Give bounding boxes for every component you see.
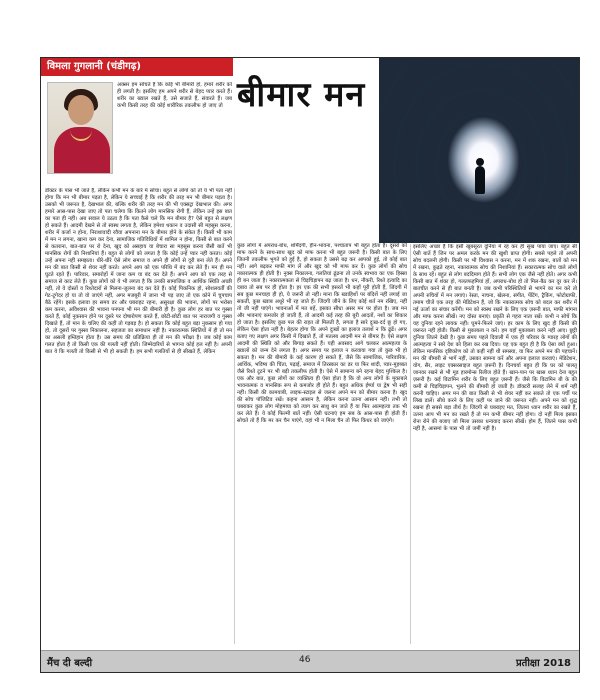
author-byline: विमला गुगलानी (चंडीगढ़) xyxy=(41,58,233,76)
footer-issue: प्रतीक्षा 2018 xyxy=(515,658,571,669)
column-2-body: कुछ लोगों में अपराध-बोध, शर्मिंदगी, हीन-भावना, पश्चाताप भी बहुत होता है। दूसरों को माफ करने के साथ-साथ खुद को माफ करना भी बहुत जरूरी है। किसी बात के लिए जितनी तकलीफ भुगते को हुई है, हो सकता है उससे बढ़ कर आपको हुई, तो कोई बात नहीं। आगे बढ़कर माफी मांग लें और खुद को भी माफ कर दें। कुछ लोगों की सोच नकारात्मक ही होती है। नुक्स निकालना, गलतियां ढूंढना तो उनके स्वभाव का एक हिस्सा ही बन जाता है। नकारात्मकता से चिड़चिड़ापन बढ़ जाता है। धन, नौकरी, रिश्ते इत्यादि का दबाव तो सब पर ही होता है। हर एक की सभी हसरतें भी कहाँ पूरी होती हैं, जिंदगी में सब कुछ मनचाहा ही हो, ये जरूरी तो नहीं। माना कि ख्वाहिशों पर बंदिशें नहीं लगाई जा सकतीं, कुछ ख्वाब अधूरे भी रह जाते हैं। जिंदगी जीने के लिए कोई शर्त नम रखिए, नहीं तो जी नहीं पाएंगे। भावनाओं में मत बहें, इसका सीधा असर मन पर होता है। जब मन और भावनाएं कमजोर हो जाती हैं, तो आदमी कई तरह की बुरी आदतों, नशों का शिकार हो जाता है। इसलिए कुछ पल की राहत तो मिलती है, लगता है सारे दुःख-दर्द छू हो गए, लेकिन ऐसा होता नहीं है। बेहतर होगा कि अपने दुःखों का इलाज तलाशें न कि ढूंढें। अगर बताए गए लक्षण अगर किसी में दिखाते हैं, तो मतलब आदमी मन से बीमार है। ऐसे लक्षण आदमी की स्थिति को और बिगाड़ सकते हैं। यही अवसाद आगे चलकर आत्महत्या के ख्यालों को जन्म देने लगता है। अगर समय पर इलाज न करवाया गया तो कुछ भी हो सकता है। मन की बीमारी के कई कारण हो सकते हैं, जैसे कि सामाजिक, पारिवारिक, आर्थिक, भविष्य की चिंता, पढ़ाई, समाज में तिरस्कार का डर या फिर शादी, प्यार-मुहब्बत जैसे रिश्ते टूटने पर भी बड़ी तकलीफ होती है। ऐसे में सामान्य बने रहना बेहद मुश्किल है। एक और बात, कुछ लोगों का व्यक्तित्व ही ऐसा होता है कि वो अन्य लोगों के मुकाबले भावनात्मक व मानसिक रूप से कमजोर ही होते हैं। बहुत अधिक ईर्ष्या या द्वेष भी सही नहीं। किसी की कामयाबी, लाइफ-स्टाइल से जलना अपने मन को बीमार करना है। खुद की सोच पॉजिटिव रखें। कहना आसान है, लेकिन करना उतना आसान नहीं। तभी तो घबराकर कुछ लोग मोहमाया को त्याग कर साधु बन जाते हैं या फिर आत्महत्या तक भी कर लेते हैं। ये कोई फिल्मी बातें नहीं। ऐसी घटनाएं हम सब के आस-पास ही होती हैं। सोचते तो हैं कि मर कर चैन पाएंगे, वहां भी न मिला चैन तो फिर किधर को जाएंगे। xyxy=(237,243,407,424)
author-photo-face xyxy=(68,95,94,125)
author-photo xyxy=(47,82,113,174)
column-1-intro: अक्सर हम सोचते हैं कि कोई भी बीमारी हो, हमारे शरीर को ही लगती है। इसलिए हम अपने शरीर से बेहद प्यार करते हैं। शरीर का ख्याल रखते हैं, उसे सजाते हैं, संवारते हैं। जब कभी किसी तरह की कोई शारीरिक तकलीफ हो जाए तो xyxy=(117,82,232,109)
column-divider xyxy=(410,244,411,644)
column-3-body: इसलिए अच्छा है कि इसी खूबसूरत दुनिया में रह कर ही सुख पाया जाए। बहुत सी ऐसी बातें हैं जिन पर अमल करके मन की खुशी प्राप्त होगी। सबसे पहले तो अपनी सोच बदलनी होगी। किसी पर भी विश्वास न करना, मन में शक रखना, बातों को मन में रखना, कुढ़ते रहना, नकारात्मक सोच की निशानियां हैं। सकारात्मक सोच वाले लोगों के साथ रहें। बहुत से लोग बददिमाग होते हैं। सभी लोग एक जैसे नहीं होते। अगर कभी किसी बात में शंका हो, गलतफहमियां हों, अपराध-बोध हो तो मिल-बैठ कर दूर कर लें। बातचीत करने से ही बात बनती है। जब कभी परिस्थितियों से भागने का मन करे तो अपनी रुचियों में मन लगाएं। रेस्ता, नाचना, खेलना, संगीत, पेंटिंग, ट्रैकिंग, फोटोग्राफी, तमाम चीजें एक तरह की मेडिटेशन हैं, जो कि नकारात्मक सोच को बदल कर शरीर में नई ऊर्जा का संचार करेंगी। मन को स्वस्थ रखने के लिए एक ज़रूरी बात, माफी मांगना और माफ करना सीखें। नए दोस्त बनाएं। प्रकृति से गहरा नाता रखें। कभी न सोचें कि यह दुनिया रहने लायक नहीं। घूमने-फिरने जाएं। हर काम के लिए खुद ही किसी की जरूरत नहीं होती। किसी से मुकाबला न करें। हम यहाँ मुकाबला करने नहीं आए। छुट्टी दुनिया जितने देखी है। कुछ समय पहले दिवाली में एक ही परिवार के ग्यारह लोगों की आत्महत्या ने सारे देश को हिला कर रख दिया। यह एक बहुत ही है कि ऐसा क्यों हुआ। लेकिन मानसिक दृष्टिकोण को तो कहीं नहीं थी समस्या, या फिर अपने मन की पहचानें। मन की बीमारी से भागें नहीं, उसका सामना करें और अपना इलाज करवाएं। मेडिटेशन, योग, सैर, लाइट एक्सरसाइज बहुत ज़रूरी है। दिनचर्या बहुत ही कि घर को पालतू जानवर रखने से भी मूड हारमोन्स रिलीज होते हैं। खान-पान पर खास ध्यान देना बहुत ज़रूरी है। कई विटामिन शरीर के लिए बहुत ज़रूरी हैं। जैसे कि विटामिन बी के की कमी से चिड़चिड़ापन, भुलने की बीमारी हो जाती है। डॉक्टरी सलाह लेने में शर्म नहीं करनी चाहिए। अगर मन की बात किसी से भी शेयर नहीं कर सकते तो एक पर्ची पर लिख डालें। सीधे करने के लिए कहीं पर जाने की जरूरत नहीं। अपने मन को शुद्ध रखना ही सबसे बड़ा तीर्थ है। जिंदगी से घबराइए मत, जितना ध्यान शरीर का रखते हैं, उतना आप भी मन का रखते हैं तो मन कभी बीमार नहीं होगा। दो नहीं मिला इसका रोना रोने की बजाए जो मिला उसका धन्यवाद करना सीखें। होम हैं, जितने पास कभी नहीं है, आसमां के पास भी तो जमीं नहीं है। xyxy=(413,244,577,432)
footer-magazine-name: मैंच दी बल्दी xyxy=(47,658,93,669)
column-1-body: डॉक्टर के पास भी जाते हैं, लेकिन कभी मन के बारे में सोचा। बहुत से लोगों को तो ये भी पता नहीं होगा कि मन भी बीमार पड़ता है, लेकिन ये सच्चाई है कि शरीर की तरह मन भी बीमार पड़ता है। उसको भी जरूरत है, देखभाल की, बल्कि शरीर की तरह मन की भी एक्सट्रा देखभाल की। अगर हमारे आस-पास देखा जाए तो पता चलेगा कि कितने लोग मानसिक रोगी हैं, लेकिन उन्हें इस बात का पता ही नहीं। अब सवाल ये उठता है कि पता कैसे चले कि मन बीमार है? ऐसे बहुत से लक्षण हो सकते हैं। आदमी देखने से तो स्वस्थ लगता है, लेकिन हमेशा थकान व उदासी सी महसूस करना, शरीर में कर्जा न होना, निराशावादी रवैया अपनाना मन के बीमार होने के संकेत हैं। किसी भी काम में मन न लगना, खाना कम कर देना, सामाजिक गतिविधियों में शामिल न होना, किसी से बात करने से कतराना, बात-बात पर रो देना, खुद को असहाय या बेचारा सा महसूस करना जैसी बातें भी मानसिक रोगों की निशानियां हैं। बहुत से लोगों को लगता है कि कोई उन्हें प्यार नहीं करता। कोई उन्हें अपना नहीं समझता। धीरे-धीरे ऐसे लोग समाज व अपने ही लोगों से दूरी बना लेते हैं। अपने मन की बात किसी से शेयर नहीं करते। अपने आप को एक परिधि में बंद कर लेते हैं। मन ही मन घुटते रहते हैं। पारिवार, समारोहों में जाना कम या बंद कर देते हैं। अपने आप को एक तरह से समाज से काट लेते हैं। कुछ लोगों को ये भी लगता है कि उनकी सामाजिक व आर्थिक स्थिति अच्छी नहीं, तो वे दोस्तों व रिश्तेदारों से मिलना-जुलना बंद कर देते हैं। कोई पिकनिक हो, सोशलवर्ती की गेट-टूगेदर हो या तो वो जाएंगे नहीं, अगर मजबूरी में जाना भी पड़ जाए तो एक कोने में चुपचाप बैठे रहेंगे। इसके इलावा हर समय डर और घबराहट रहना, असुरक्षा की भावना, लोगों पर भरोसा कम करना, अविश्वास की भावना पनपना भी मन की बीमारी ही है। कुछ लोग हर बात पर गुस्सा करते हैं, कोई नुकसान होने पर दूसरे पर दोषारोपण करते हैं, छोटी-छोटी बात पर नाराजगी व गुस्सा दिखाते हैं, तो मान के चलिए की कहीं तो गड़बड़ है। हो सकता कि कोई बहुत बड़ा नुकसान हो गया हो, तो दूसरों पर गुस्सा निकालना, सहजता का समाधान नहीं है। नकारात्मक स्थितियों में ही तो मन का असली इम्तिहान होता है। उस समय की प्रतिक्रिया ही तो मन की परीक्षा है। जब कोई काम गलत होता है तो किसी एक की गलती नहीं होती। जिम्मेदारियों से भागना कोई हल नहीं है। अपनी बात ये कि गलती तो किसी से भी हो सकती है। हम सभी गलतियों से ही सीखते हैं, लेकिन xyxy=(45,188,232,355)
page-footer xyxy=(41,650,579,672)
tunnel-illustration xyxy=(379,58,580,243)
tunnel-ring xyxy=(379,58,580,243)
column-divider xyxy=(234,188,235,644)
silhouette-head xyxy=(476,158,484,166)
silhouette-figure xyxy=(475,166,485,194)
magazine-page xyxy=(40,57,580,673)
article-title: बीमार मन xyxy=(237,75,366,115)
footer-page-number: 46 xyxy=(299,655,311,665)
